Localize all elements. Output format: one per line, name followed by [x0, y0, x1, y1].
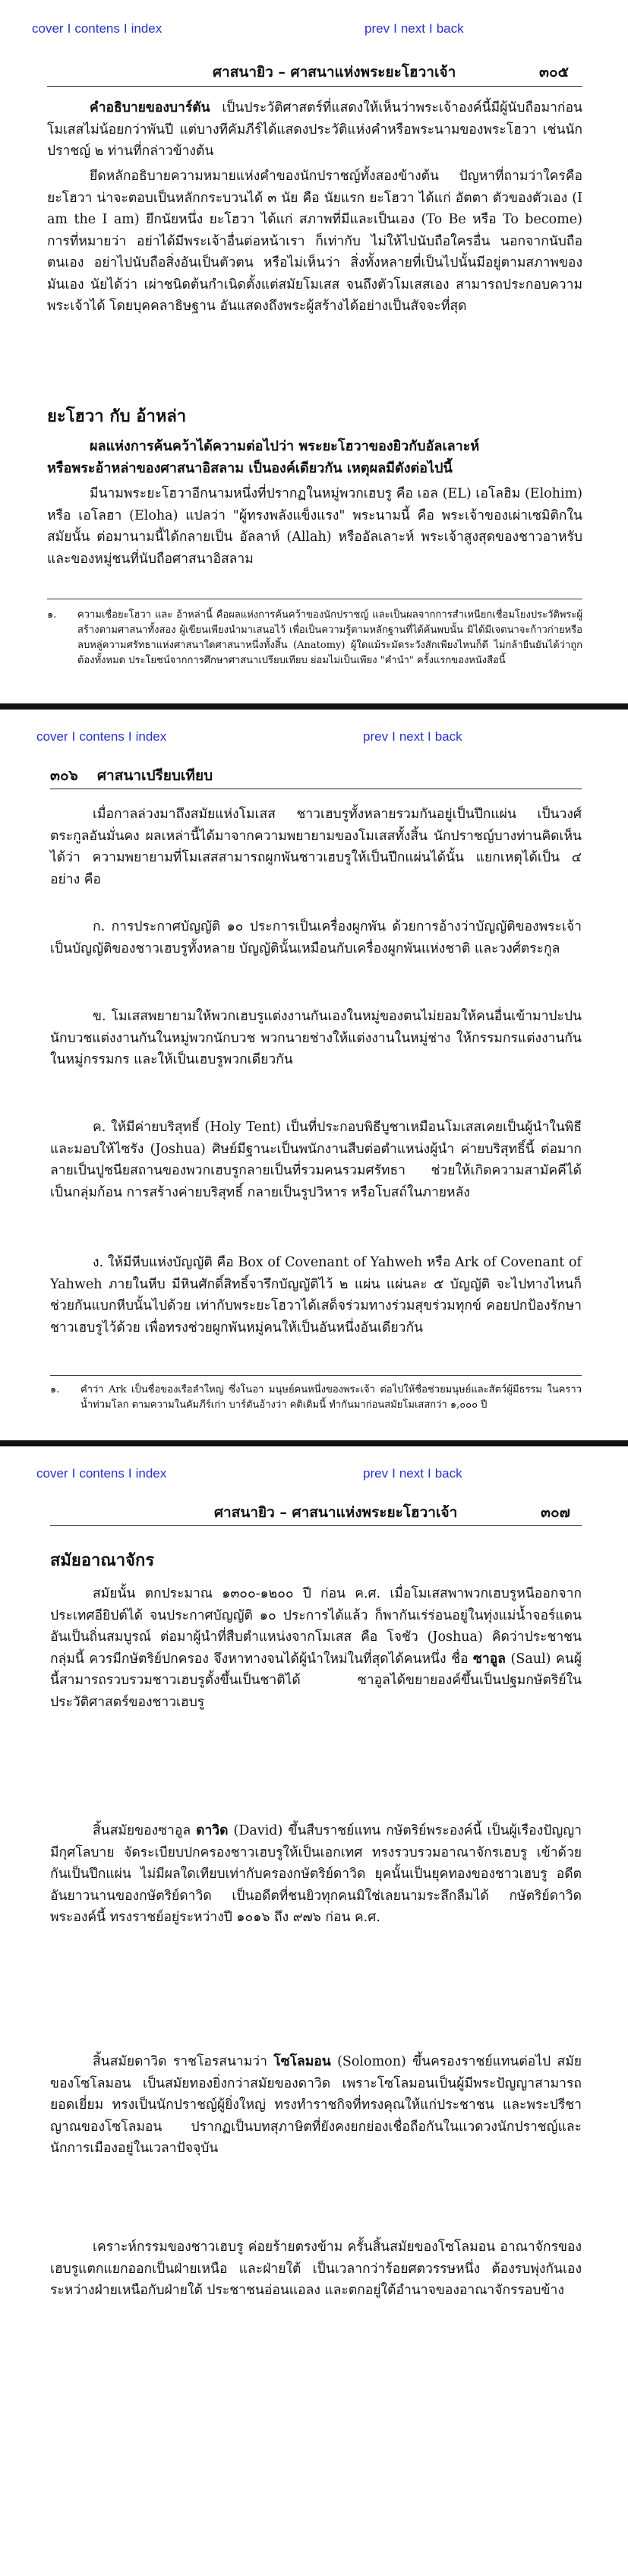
- paragraph-text: สมัยนั้น ตกประมาณ ๑๓๐๐-๑๒๐๐ ปี ก่อน ค.ศ. เมื่อโมเสสพาพวกเฮบรูหนีออกจากประเทศอียิปต์ได้ จนประกาศบัญญัติ ๑๐ ประการได้แล้ว ก็พากันเร่ร่อนอยู่ในทุ่งแม่น้ำจอร์แดน อันเป็นถิ่นสมบูรณ์ ต่อมาผู้นำที่สืบตำแหน่งจากโมเสส คือ โจชัว (Joshua) คิดว่าประชาชนกลุ่มนี้ ควรมีกษัตริย์ปกครอง จึงหาทางจนได้ผู้นำใหม่ในที่สุดได้คนหนึ่ง ชื่อ: [50, 1586, 582, 1667]
- nav-separator: I: [427, 1466, 431, 1481]
- page-number: ๓๐๕: [539, 64, 569, 81]
- nav-bar-left: [36, 1466, 166, 1481]
- subsection-title: ผลแห่งการค้นคว้าได้ความต่อไปว่า พระยะโฮวาของยิวกับอัลเลาะห์: [90, 438, 480, 454]
- paragraph: เคราะห์กรรมของชาวเฮบรู ค่อยร้ายตรงข้าม ครั้นสิ้นสมัยของโซโลมอน อาณาจักรของเฮบรูแตกแยกออกเป็นฝ่ายเหนือ และฝ่ายใต้ เป็นเวลากว่าร้อยศตวรรษหนึ่ง ต้องรบพุ่งกันเองระหว่างฝ่ายเหนือกับฝ่ายใต้ ประชาชนอ่อนแอลง และตกอยู่ใต้อำนาจของอาณาจักรรอบข้าง: [50, 2239, 582, 2298]
- back-link[interactable]: back: [434, 1466, 462, 1481]
- key-name: ดาวิด: [196, 1823, 229, 1838]
- nav-separator: I: [128, 1466, 132, 1481]
- page-separator: [0, 1440, 628, 1446]
- paragraph: [47, 97, 582, 163]
- footnote-text: คำว่า Ark เป็นชื่อของเรือลำใหญ่ ซึ่งโนอา มนุษย์คนหนึ่งของพระเจ้า ต่อไปให้ชื่อช่วยมนุษย์และสัตว์ผู้มีธรรม ในคราวน้ำท่วมโลก ตามความในคัมภีร์เก่า บาร์ตันอ้างว่า คติเดิมนี้ ทำกันมาก่อนสมัยโมเสสกว่า ๑,๐๐๐ ปี: [80, 1384, 582, 1411]
- paragraph: [50, 1583, 582, 1713]
- paragraph: ยึดหลักอธิบายความหมายแห่งคำของนักปราชญ์ทั้งสองข้างต้น ปัญหาที่ถามว่าใครคือ ยะโฮวา น่าจะตอบเป็นหลักกระบวนได้ ๓ นัย คือ นัยแรก ยะโฮวา ได้แก่ อัตตา ตัวของตัวเอง (I am the I am) ยึกนัยหนึ่ง ยะโฮวา ได้แก่ สภาพที่มีและเป็นเอง (To Be หรือ To become) การที่หมายว่า อย่าได้มีพระเจ้าอื่นต่อหน้าเรา ก็เท่ากับ ไม่ให้ไปนับถือใครอื่น นอกจากนับถือตนเอง อย่าไปนับถือสิ่งอันเป็นตัวตน หรือไม่เห็นว่า สิ่งทั้งหลายที่เป็นไปนั้นมีอยู่ตามสภาพของมันเอง นัยได้ว่า เผ่าชนิดต้นกำเนิดตั้งแต่สมัยโมเสส จนถึงตัวโมเสสเอง สามารถประกอบความพระเจ้าได้ โดยบุคคลาธิษฐาน อันแสดงถึงพระผู้สร้างได้อย่างเป็นสัจจะที่สุด: [47, 169, 582, 314]
- running-header: ศาสนายิว – ศาสนาแห่งพระยะโฮวาเจ้า: [213, 64, 456, 81]
- nav-bar-left: [32, 21, 162, 36]
- footnote-text: ความเชื่อยะโฮวา และ อ้าหล่านี้ คือผลแห่งการค้นคว้าของนักปราชญ์ และเป็นผลจากการสำเหนียกเชื่อมโยงประวัติพระผู้สร้างตามศาสนาทั้งสอง ผู้เขียนเพียงนำมาเสนอไว้ เพื่อเป็นความรู้ตามหลักฐานที่ได้ค้นพบนั้น มิได้มีเจตนาจะก้าวก่ายหรือลบหลู่ความศรัทธาแห่งศาสนาใดศาสนาหนึ่งทั้งสิ้น (Anatomy) ผู้ใดแม้ระมัดระวังสักเพียงไหนก็ดี ไม่กล้ายืนยันได้ว่าถูกต้องทั้งหมด ประโยชน์จากการศึกษาศาสนาเปรียบเทียบ ย่อมไม่เป็นเพียง "คำนำ" ครั้งแรกของหนังสือนี้: [77, 609, 582, 666]
- paragraph: [50, 2051, 582, 2160]
- nav-separator: I: [71, 1466, 76, 1481]
- book-page-306: [0, 710, 628, 1439]
- cover-link[interactable]: cover: [36, 1466, 68, 1481]
- footnote: [47, 608, 582, 668]
- lead-term: คำอธิบายของบาร์ตัน: [90, 100, 210, 115]
- footnote-number: ๑.: [50, 1384, 60, 1395]
- paragraph: มีนามพระยะโฮวาอีกนามหนึ่งที่ปรากฏในหมู่พวกเฮบรู คือ เอล (EL) เอโลฮิม (Elohim) หรือ เอโลฮา (Eloha) แปลว่า "ผู้ทรงพลังแข็งแรง" พระนามนี้ คือ พระเจ้าของเผ่าเซมิติกในสมัยนั้น ต่อมานามนี้ได้กลายเป็น อัลลาห์ (Allah) หรืออัลเลาะห์ พระเจ้าสูงสุดของชาวอาหรับ และของหมู่ชนที่นับถือศาสนาอิสลาม: [47, 486, 582, 567]
- index-link[interactable]: index: [135, 1466, 167, 1481]
- contents-link[interactable]: contens: [79, 1466, 125, 1481]
- back-link[interactable]: back: [434, 729, 462, 744]
- nav-separator: I: [392, 729, 396, 744]
- prev-link[interactable]: prev: [364, 21, 390, 36]
- nav-bar-right: [363, 729, 462, 744]
- contents-link[interactable]: contens: [79, 729, 125, 744]
- next-link[interactable]: next: [399, 729, 424, 744]
- key-name: ซาอูล: [473, 1651, 506, 1667]
- paragraph-text: สิ้นสมัยของซาอูล: [93, 1823, 197, 1838]
- nav-separator: I: [393, 21, 397, 36]
- header-rule: [47, 86, 582, 87]
- prev-link[interactable]: prev: [363, 729, 389, 744]
- footnote-rule: [50, 1375, 582, 1376]
- nav-separator: I: [128, 729, 132, 744]
- running-header: ศาสนายิว – ศาสนาแห่งพระยะโฮวาเจ้า: [214, 1504, 458, 1521]
- key-name: โซโลมอน: [273, 2054, 331, 2069]
- paragraph-text: (David) ขึ้นสืบราชย์แทน กษัตริย์พระองค์นี้ เป็นผู้เรืองปัญญา มีกุศโลบาย จัดระเบียบปกครองชาวเฮบรูให้เป็นเอกเทศ ทรงรวบรวมอาณาจักรเฮบรู เข้าด้วยกันเป็นปึกแผ่น ไม่มีผลใดเทียบเท่ากับครองกษัตริย์ดาวิด ยุคนั้นเป็นยุคทองของชาวเฮบรู อดีตอันยาวนานของกษัตริย์ดาวิด เป็นอดีตที่ชนยิวทุกคนมิใช่เลยนามระลึกลืมได้ กษัตริย์ดาวิดพระองค์นี้ ทรงราชย์อยู่ระหว่างปี ๑๐๑๖ ถึง ๙๗๖ ก่อน ค.ศ.: [50, 1823, 582, 1925]
- page-number: ๓๐๗: [541, 1504, 570, 1521]
- nav-bar-right: [363, 1466, 462, 1481]
- paragraph-text: (Saul) คนผู้นี้สามารถรวบรวมชาวเฮบรูตั้งขึ้นเป็นชาติได้ ซาอูลได้ขยายองค์ขึ้นเป็นปฐมกษัตริย์ในประวัติศาสตร์ของชาวเฮบรู: [50, 1651, 582, 1710]
- page-separator: [0, 703, 628, 710]
- index-link[interactable]: index: [131, 21, 163, 36]
- section-title: สมัยอาณาจักร: [50, 1550, 155, 1570]
- subsection-title: หรือพระอ้าหล่าของศาสนาอิสลาม เป็นองค์เดียวกัน เหตุผลมีดังต่อไปนี้: [47, 460, 453, 476]
- cover-link[interactable]: cover: [32, 21, 64, 36]
- nav-separator: I: [427, 729, 431, 744]
- next-link[interactable]: next: [400, 21, 425, 36]
- nav-separator: I: [428, 21, 433, 36]
- footnote-number: ๑.: [47, 609, 57, 621]
- index-link[interactable]: index: [135, 729, 167, 744]
- next-link[interactable]: next: [399, 1466, 424, 1481]
- nav-separator: I: [71, 729, 76, 744]
- paragraph-text: สิ้นสมัยดาวิด ราชโอรสนามว่า: [93, 2054, 274, 2069]
- header-rule: [50, 1525, 582, 1526]
- nav-separator: I: [123, 21, 128, 36]
- list-item: ข. โมเสสพยายามให้พวกเฮบรูแต่งงานกันเองในหมู่ของตนไม่ยอมให้คนอื่นเข้ามาปะปน นักบวชแต่งงานกันในหมู่พวกนักบวช พวกนายช่างให้แต่งงานในหมู่ช่าง ให้กรรมกรแต่งงานกันในหมู่กรรมกร และให้เป็นเฮบรูพวกเดียวกัน: [50, 1009, 582, 1067]
- section-title: ยะโฮวา กับ อ้าหล่า: [47, 406, 187, 426]
- book-page-307: [0, 1446, 628, 2576]
- list-item: ก. การประกาศบัญญัติ ๑๐ ประการเป็นเครื่องผูกพัน ด้วยการอ้างว่าบัญญัติของพระเจ้า เป็นบัญญัติของชาวเฮบรูทั้งหลาย บัญญัตินั้นเหมือนกับเครื่องผูกพันแห่งชาติ และวงศ์ตระกูล: [50, 919, 582, 956]
- paragraph-text: (Solomon) ขึ้นครองราชย์แทนต่อไป สมัยของโซโลมอน เป็นสมัยทองยิ่งกว่าสมัยของดาวิด เพราะโซโลมอนเป็นผู้มีพระปัญญาสามารถยอดเยี่ยม ทรงเป็นนักปราชญ์ผู้ยิ่งใหญ่ ทรงทำราชกิจที่ทรงคุณให้แก่ประชาชน และพระปรีชาญาณของโซโลมอน ปรากฏเป็นบทสุภาษิตที่ยังคงยกย่องเชื่อถือกันในแวดวงนักปราชญ์และนักการเมืองอยู่ในเวลาปัจจุบัน: [50, 2054, 582, 2156]
- list-item: ง. ให้มีหีบแห่งบัญญัติ คือ Box of Covenant of Yahweh หรือ Ark of Covenant of Yahweh ภายในหีบ มีหินศักดิ์สิทธิ์จารึกบัญญัติไว้ ๒ แผ่น แผ่นละ ๕ บัญญัติ จะไปทางไหนก็ช่วยกันแบกหีบนั้นไปด้วย เท่ากับพระยะโฮวาได้เสด็จร่วมทางร่วมสุขร่วมทุกข์ คอยปกป้องรักษาชาวเฮบรูไว้ด้วย เพื่อทรงช่วยผูกพันหมู่คนให้เป็นอันหนึ่งอันเดียวกัน: [50, 1255, 582, 1335]
- list-item: ค. ให้มีค่ายบริสุทธิ์ (Holy Tent) เป็นที่ประกอบพิธีบูชาเหมือนโมเสสเคยเป็นผู้นำในพิธี และมอบให้ไซรัง (Joshua) ศิษย์มีฐานะเป็นพนักงานสืบต่อตำแหน่งผู้นำ ค่ายบริสุทธิ์นี้ ต่อมากลายเป็นปูชนียสถานของพวกเฮบรูกลายเป็นที่รวมคนรวมศรัทธา ช่วยให้เกิดความสามัคคีได้เป็นกลุ่มก้อน การสร้างค่ายบริสุทธิ์ กลายเป็นรูปวิหาร หรือโบสถ์ในภายหลัง: [50, 1120, 582, 1200]
- back-link[interactable]: back: [436, 21, 464, 36]
- paragraph: [50, 1820, 582, 1929]
- nav-bar-left: [36, 729, 166, 744]
- paragraph: เมื่อกาลล่วงมาถึงสมัยแห่งโมเสส ชาวเฮบรูทั้งหลายรวมกันอยู่เป็นปึกแผ่น เป็นวงศ์ตระกูลอันมั่นคง ผลเหล่านี้ได้มาจากความพยายามของโมเสสทั้งสิ้น นักปราชญ์บางท่านคิดเห็นได้ว่า ความพยายามที่โมเสสสามารถผูกพันชาวเฮบรูให้เป็นปึกแผ่นได้นั้น แยกเหตุได้เป็น ๔ อย่าง คือ: [50, 807, 582, 887]
- book-page-305: [0, 0, 628, 703]
- paragraph-text: เป็นประวัติศาสตร์ที่แสดงให้เห็นว่าพระเจ้าองค์นี้มีผู้นับถือมาก่อนโมเสสไม่น้อยกว่าพันปี แต่บางทีคัมภีร์ได้แสดงประวัติแห่งคำหรือพระนามของพระโฮวา เช่นนักปราชญ์ ๒ ท่านที่กล่าวข้างต้น: [47, 100, 582, 159]
- nav-bar-right: [364, 21, 464, 36]
- running-header: ศาสนาเปรียบเทียบ: [97, 767, 213, 784]
- nav-separator: I: [67, 21, 71, 36]
- prev-link[interactable]: prev: [363, 1466, 389, 1481]
- cover-link[interactable]: cover: [36, 729, 68, 744]
- nav-separator: I: [392, 1466, 396, 1481]
- page-number: ๓๐๖: [50, 767, 78, 784]
- footnote: [50, 1383, 582, 1413]
- contents-link[interactable]: contens: [74, 21, 120, 36]
